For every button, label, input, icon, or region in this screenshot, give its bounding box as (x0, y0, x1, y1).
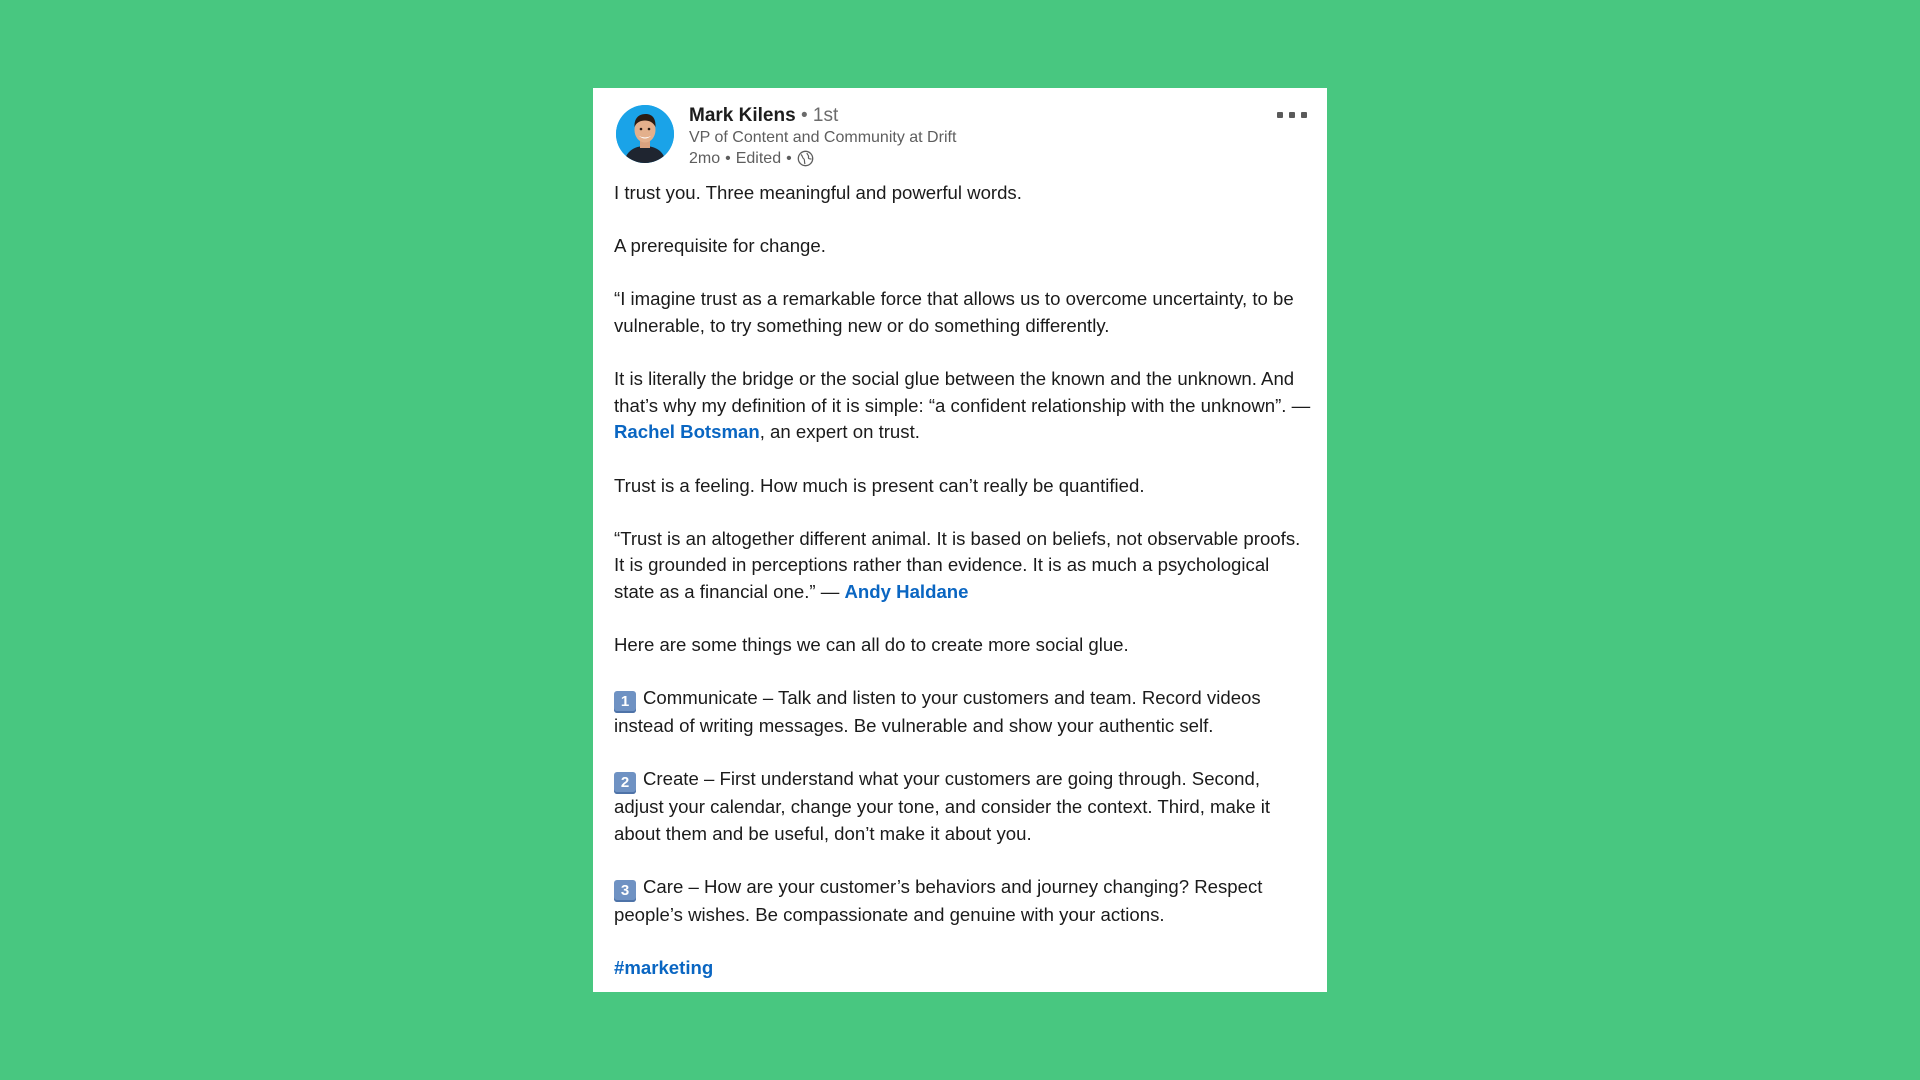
keycap-number-icon: 2 (614, 772, 636, 794)
paragraph-text: “Trust is an altogether different animal. It is based on beliefs, not observable proofs. It is grounded in perceptions rather than evidence. It is as much a psychological state as a financial one.” — (614, 527, 1301, 602)
author-name-line (689, 105, 956, 127)
post-header (616, 105, 1307, 165)
post-time-line (689, 148, 956, 169)
author-meta (689, 105, 956, 169)
avatar[interactable] (616, 105, 674, 163)
hashtag-line (614, 955, 1314, 982)
list-item (614, 766, 1314, 847)
paragraph (614, 526, 1314, 606)
more-options-button[interactable] (1277, 107, 1307, 123)
separator-dot: • (800, 105, 808, 126)
more-icon-dot (1301, 112, 1307, 118)
keycap-number-icon: 3 (614, 880, 636, 902)
separator-dot: • (725, 150, 731, 167)
paragraph-text: , an expert on trust. (759, 421, 920, 443)
mention-link[interactable]: Andy Haldane (844, 580, 969, 602)
post-body (614, 180, 1314, 1009)
mention-link[interactable]: Rachel Botsman (614, 421, 760, 443)
more-icon-dot (1277, 112, 1283, 118)
list-item-text: Communicate – Talk and listen to your customers and team. Record videos instead of writing messages. Be vulnerable and show your authentic self. (614, 687, 1261, 737)
paragraph: I trust you. Three meaningful and powerful words. (614, 182, 1022, 203)
list-item-text: Create – First understand what your customers are going through. Second, adjust your calendar, change your tone, and consider the context. Third, make it about them and be useful, don’t make it about you. (614, 768, 1270, 845)
avatar-image (616, 105, 674, 163)
list-item-text: Care – How are your customer’s behaviors and journey changing? Respect people’s wishes. Be compassionate and genuine with your actions. (614, 876, 1263, 926)
paragraph: “I imagine trust as a remarkable force that allows us to overcome uncertainty, to be vulnerable, to try something new or do something differently. (614, 288, 1294, 336)
post-time: 2mo (689, 150, 721, 167)
hashtag-link[interactable]: #marketing (614, 957, 714, 979)
separator-dot: • (786, 150, 792, 167)
paragraph: Trust is a feeling. How much is present can’t really be quantified. (614, 474, 1145, 496)
list-item (614, 685, 1314, 740)
post-card (593, 88, 1327, 992)
paragraph-text: It is literally the bridge or the social glue between the known and the unknown. And that’s why my definition of it is simple: “a confident relationship with the unknown”. — (614, 368, 1311, 416)
author-name[interactable]: Mark Kilens (689, 105, 796, 126)
list-item (614, 874, 1314, 929)
connection-degree: 1st (812, 105, 839, 126)
more-icon-dot (1289, 112, 1295, 118)
author-headline: VP of Content and Community at Drift (689, 129, 957, 146)
edited-label: Edited (735, 150, 782, 167)
paragraph (614, 366, 1314, 446)
paragraph: Here are some things we can all do to create more social glue. (614, 634, 1129, 656)
globe-icon (797, 150, 814, 167)
keycap-number-icon: 1 (614, 691, 636, 713)
paragraph: A prerequisite for change. (614, 235, 826, 257)
